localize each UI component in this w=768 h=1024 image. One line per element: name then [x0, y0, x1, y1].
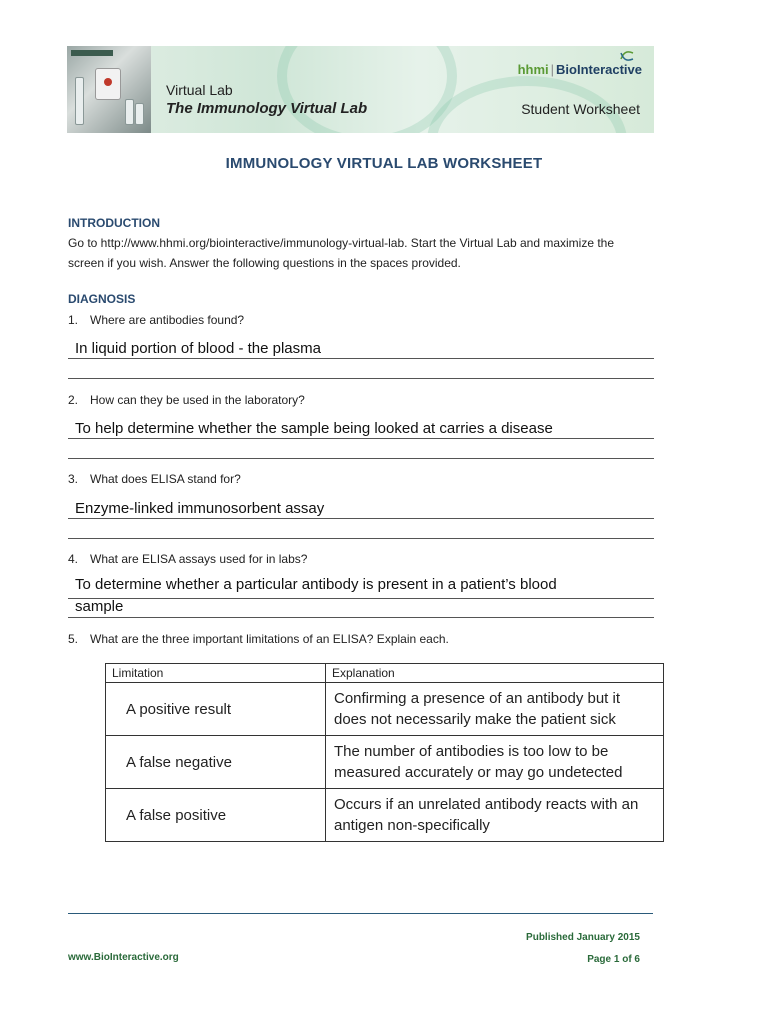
- label-strip: [71, 50, 113, 56]
- table-header-row: [106, 664, 664, 683]
- question-3: [68, 472, 241, 486]
- banner-lab-title: The Immunology Virtual Lab: [166, 100, 368, 117]
- question-text: Where are antibodies found?: [90, 313, 245, 327]
- answer-4-continued: sample: [75, 598, 124, 615]
- question-4: [68, 552, 307, 566]
- answer-line: [68, 358, 654, 359]
- question-number: 1.: [68, 313, 79, 327]
- answer-4: To determine whether a particular antibody is present in a patient’s blood: [75, 576, 557, 593]
- explanation-cell: Occurs if an unrelated antibody reacts with an antigen non-specifically: [326, 789, 664, 842]
- brand-separator: |: [550, 62, 555, 77]
- pipette: [75, 77, 84, 125]
- diagnosis-heading: DIAGNOSIS: [68, 292, 136, 306]
- question-text: How can they be used in the laboratory?: [90, 393, 305, 407]
- question-number: 2.: [68, 393, 79, 407]
- limitation-cell: A false negative: [106, 736, 326, 789]
- limitation-cell: A false positive: [106, 789, 326, 842]
- table-row: [106, 736, 664, 789]
- question-text: What are the three important limitations of an ELISA? Explain each.: [90, 632, 449, 646]
- column-header-limitation: Limitation: [106, 664, 326, 683]
- explanation-cell: The number of antibodies is too low to be measured accurately or may go undetected: [326, 736, 664, 789]
- brand-name: BioInteractive: [556, 62, 642, 77]
- test-tube: [125, 99, 134, 125]
- question-number: 5.: [68, 632, 79, 646]
- header-banner: [67, 46, 654, 133]
- test-tube: [135, 103, 144, 125]
- banner-kicker: Virtual Lab: [166, 82, 233, 98]
- table-row: [106, 683, 664, 736]
- biohazard-icon: [104, 78, 112, 86]
- answer-line: [68, 617, 654, 618]
- page-number: Page 1 of 6: [587, 954, 640, 965]
- published-date: Published January 2015: [526, 932, 640, 943]
- answer-line: [68, 438, 654, 439]
- brand-prefix: hhmi: [517, 62, 549, 77]
- banner-swirl: [277, 46, 457, 133]
- document-title: IMMUNOLOGY VIRTUAL LAB WORKSHEET: [225, 155, 543, 172]
- question-1: [68, 313, 244, 327]
- introduction-line-1: Go to http://www.hhmi.org/biointeractive/immunology-virtual-lab. Start the Virtual Lab and maximize the: [68, 236, 615, 250]
- question-text: What are ELISA assays used for in labs?: [90, 552, 308, 566]
- introduction-heading: INTRODUCTION: [68, 216, 160, 230]
- worksheet-label: Student Worksheet: [521, 101, 640, 117]
- lab-equipment-image: [67, 46, 151, 133]
- answer-1: In liquid portion of blood - the plasma: [75, 340, 321, 357]
- brand-logo: [518, 62, 642, 77]
- dna-icon: [620, 51, 634, 61]
- answer-line: [68, 518, 654, 519]
- answer-2: To help determine whether the sample being looked at carries a disease: [75, 420, 553, 437]
- answer-line: [68, 598, 654, 599]
- question-number: 3.: [68, 472, 79, 486]
- answer-line: [68, 378, 654, 379]
- footer-divider: [68, 913, 653, 914]
- answer-line: [68, 458, 654, 459]
- website-link[interactable]: www.BioInteractive.org: [68, 952, 179, 963]
- question-number: 4.: [68, 552, 79, 566]
- limitation-cell: A positive result: [106, 683, 326, 736]
- limitations-table: [105, 663, 664, 842]
- introduction-line-2: screen if you wish. Answer the following questions in the spaces provided.: [68, 256, 461, 270]
- answer-line: [68, 538, 654, 539]
- answer-3: Enzyme-linked immunosorbent assay: [75, 500, 325, 517]
- question-text: What does ELISA stand for?: [90, 472, 241, 486]
- explanation-cell: Confirming a presence of an antibody but it does not necessarily make the patient sick: [326, 683, 664, 736]
- question-5: [68, 632, 449, 646]
- biohazard-jar: [95, 68, 121, 100]
- column-header-explanation: Explanation: [326, 664, 664, 683]
- table-row: [106, 789, 664, 842]
- question-2: [68, 393, 305, 407]
